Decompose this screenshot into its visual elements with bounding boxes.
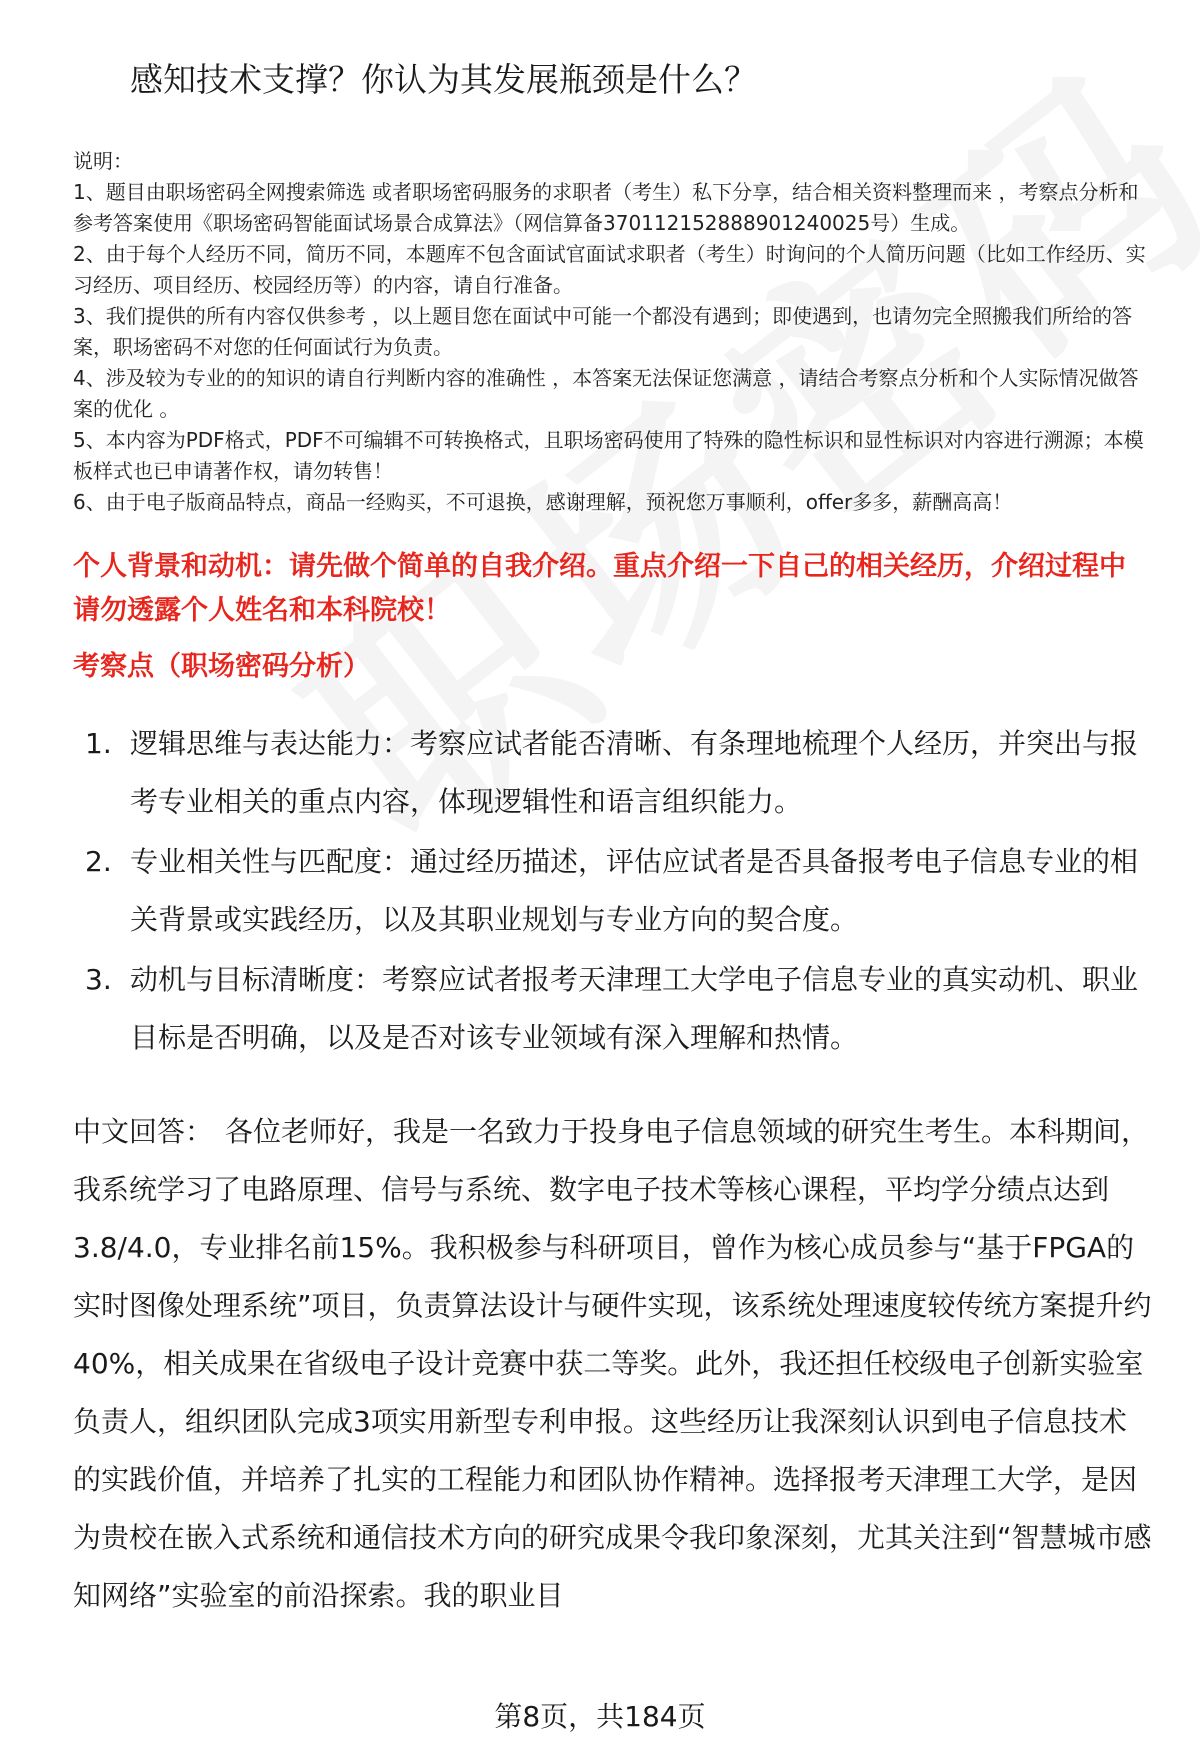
page-footer: 第8页，共184页 bbox=[494, 1700, 706, 1733]
answer-paragraph bbox=[73, 1103, 1152, 1625]
question-heading: 个人背景和动机：请先做个简单的自我介绍。重点介绍一下自己的相关经历，介绍过程中请勿透露个人姓名和本科院校！ bbox=[73, 551, 1126, 626]
analysis-heading: 考察点（职场密码分析） bbox=[73, 651, 370, 682]
point-number: 1. bbox=[85, 727, 112, 760]
answer-text: 各位老师好，我是一名致力于投身电子信息领域的研究生考生。本科期间，我系统学习了电路原理、信号与系统、数字电子技术等核心课程，平均学分绩点达到3.8/4.0，专业排名前15%。我积极参与科研项目，曾作为核心成员参与“基于FPGA的实时图像处理系统”项目，负责算法设计与硬件实现，该系统处理速度较传统方案提升约40%，相关成果在省级电子设计竞赛中获二等奖。此外，我还担任校级电子创新实验室负责人，组织团队完成3项实用新型专利申报。这些经历让我深刻认识到电子信息技术的实践价值，并培养了扎实的工程能力和团队协作精神。选择报考天津理工大学，是因为贵校在嵌入式系统和通信技术方向的研究成果令我印象深刻，尤其关注到“智慧城市感知网络”实验室的前沿探索。我的职业目 bbox=[73, 1115, 1152, 1612]
analysis-point bbox=[73, 951, 1152, 1067]
note-item: 1、题目由职场密码全网搜索筛选 或者职场密码服务的求职者（考生）私下分享，结合相关资料整理而来 ，考察点分析和参考答案使用《职场密码智能面试场景合成算法》（网信算备370112152888901240025号）生成。 bbox=[73, 180, 1139, 235]
notes-section bbox=[73, 146, 1152, 518]
top-question: 感知技术支撑？你认为其发展瓶颈是什么？ bbox=[130, 60, 757, 99]
note-item: 4、涉及较为专业的的知识的请自行判断内容的准确性 ，本答案无法保证您满意 ，请结合考察点分析和个人实际情况做答案的优化 。 bbox=[73, 366, 1139, 421]
answer-label: 中文回答： bbox=[73, 1115, 214, 1148]
note-item: 5、本内容为PDF格式，PDF不可编辑不可转换格式，且职场密码使用了特殊的隐性标识和显性标识对内容进行溯源；本模板样式也已申请著作权，请勿转售！ bbox=[73, 428, 1144, 483]
note-item: 2、由于每个人经历不同，简历不同，本题库不包含面试官面试求职者（考生）时询问的个人简历问题（比如工作经历、实习经历、项目经历、校园经历等）的内容，请自行准备。 bbox=[73, 242, 1146, 297]
analysis-points bbox=[73, 715, 1152, 1067]
point-text: 逻辑思维与表达能力：考察应试者能否清晰、有条理地梳理个人经历，并突出与报考专业相关的重点内容，体现逻辑性和语言组织能力。 bbox=[130, 727, 1139, 818]
point-text: 动机与目标清晰度：考察应试者报考天津理工大学电子信息专业的真实动机、职业目标是否明确，以及是否对该专业领域有深入理解和热情。 bbox=[130, 963, 1139, 1054]
analysis-point bbox=[73, 833, 1152, 949]
point-number: 3. bbox=[85, 963, 112, 996]
note-item: 6、由于电子版商品特点，商品一经购买，不可退换，感谢理解，预祝您万事顺利，offer多多，薪酬高高！ bbox=[73, 490, 1013, 514]
point-text: 专业相关性与匹配度：通过经历描述，评估应试者是否具备报考电子信息专业的相关背景或实践经历，以及其职业规划与专业方向的契合度。 bbox=[130, 845, 1139, 936]
notes-title: 说明： bbox=[73, 149, 133, 173]
point-number: 2. bbox=[85, 845, 112, 878]
note-item: 3、我们提供的所有内容仅供参考 ，以上题目您在面试中可能一个都没有遇到；即使遇到，也请勿完全照搬我们所给的答案，职场密码不对您的任何面试行为负责。 bbox=[73, 304, 1133, 359]
analysis-point bbox=[73, 715, 1152, 831]
